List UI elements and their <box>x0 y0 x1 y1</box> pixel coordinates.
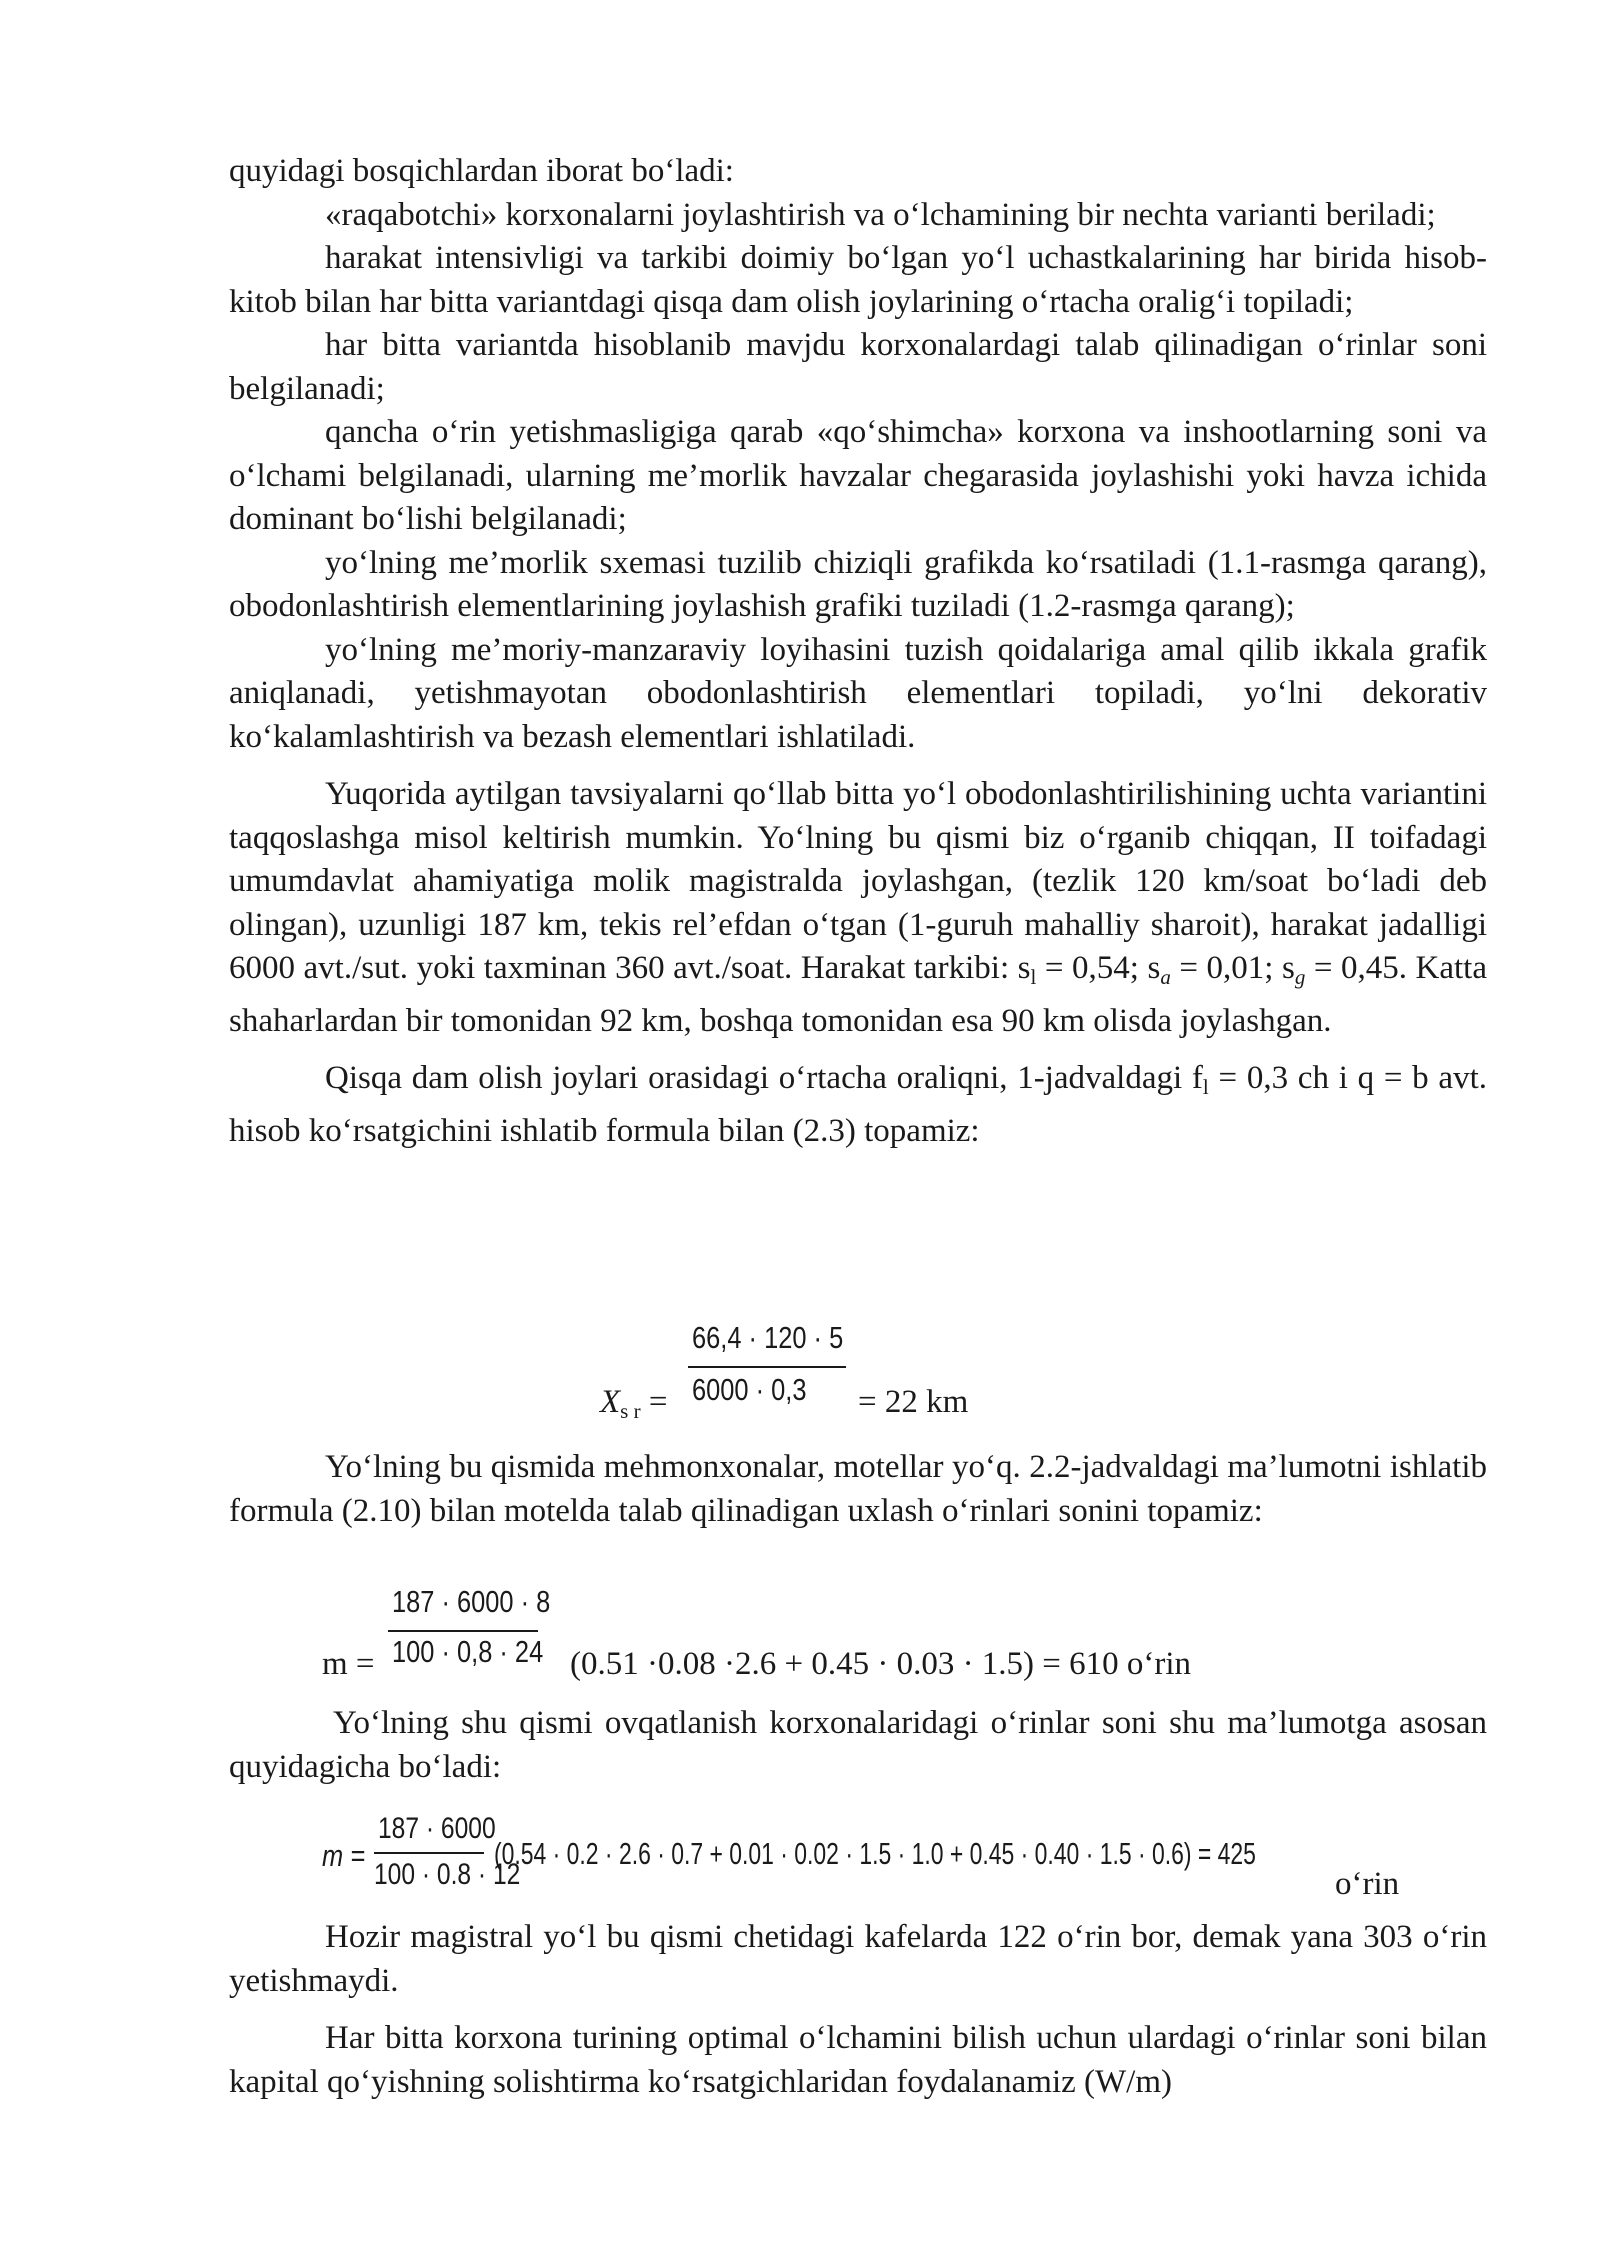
paragraph-text: = 0,45. Katta shaharlardan bir tomonidan 92 km, boshqa tomonidan esa 90 km olisda joylashgan. <box>229 950 1487 1039</box>
paragraph-text: Qisqa dam olish joylari orasidagi o‘rtacha oraliqni, 1-jadvaldagi f <box>325 1060 1203 1096</box>
formula-numerator: 187 · 6000 <box>378 1812 496 1845</box>
paragraph: quyidagi bosqichlardan iborat bo‘ladi: <box>229 153 734 189</box>
paragraph: harakat intensivligi va tarkibi doimiy bo‘lgan yo‘l uchastkalarining har birida hisob-kitob bilan har bitta variantdagi qisqa dam olish joylarining o‘rtacha oralig‘i topiladi; <box>229 240 1487 320</box>
subscript: g <box>1294 965 1306 989</box>
formula-unit: o‘rin <box>1335 1866 1400 1902</box>
formula-bracket: (0.54 · 0.2 · 2.6 · 0.7 + 0.01 · 0.02 · 1.5 · 1.0 + 0.45 · 0.40 · 1.5 · 0.6) = 425 <box>494 1836 1256 1871</box>
formula-numerator: 66,4 · 120 · 5 <box>692 1320 844 1355</box>
formula-denominator: 100 · 0.8 · 12 <box>374 1858 521 1891</box>
formula-xsr <box>600 1320 1020 1430</box>
formula-bracket: (0.51 ·0.08 ·2.6 + 0.45 · 0.03 · 1.5) = 610 o‘rin <box>570 1646 1192 1682</box>
paragraph-text: = 0,3 ch i q = b avt. hisob ko‘rsatgichini ishlatib formula bilan (2.3) topamiz: <box>229 1060 1487 1149</box>
paragraph: yo‘lning me’moriy-manzaraviy loyihasini tuzish qoidalariga amal qilib ikkala grafik aniqlanadi, yetishmayotan obodonlashtirish elementlari topiladi, yo‘lni dekorativ ko‘kalamlashtirish va bezash elementlari ishlatiladi. <box>229 631 1487 755</box>
fraction-bar <box>374 1852 484 1854</box>
paragraph: Hozir magistral yo‘l bu qismi chetidagi kafelarda 122 o‘rin bor, demak yana 303 o‘rin yetishmaydi. <box>229 1919 1487 1999</box>
paragraph: Yo‘lning shu qismi ovqatlanish korxonalaridagi o‘rinlar soni shu ma’lumotga asosan quyidagicha bo‘ladi: <box>229 1705 1487 1785</box>
paragraph: «raqabotchi» korxonalarni joylashtirish va o‘lchamining bir nechta varianti beriladi; <box>325 196 1436 233</box>
formula-symbol: X <box>600 1384 621 1420</box>
formula-denominator: 100 · 0,8 · 24 <box>392 1634 544 1669</box>
formula-denominator: 6000 · 0,3 <box>692 1372 807 1407</box>
formula-result: = 22 km <box>858 1384 969 1420</box>
fraction-bar <box>688 1366 846 1368</box>
paragraph-text: Yuqorida aytilgan tavsiyalarni qo‘llab bitta yo‘l obodonlashtirilishining uchta variantini taqqoslashga misol keltirish mumkin. Yo‘lning bu qismi biz o‘rganib chiqqan, II toifadagi umumdavlat ahamiyatiga molik magistralda joylashgan, (tezlik 120 km/soat bo‘ladi deb olingan), uzunligi 187 km, tekis rel’efdan o‘tgan (1-guruh mahalliy sharoit), harakat jadalligi 6000 avt./sut. yoki taxminan 360 avt./soat. <box>229 776 1487 986</box>
formula-m-food <box>322 1812 1402 1912</box>
body-text <box>229 1916 1487 2104</box>
paragraph-text: Harakat tarkibi: s <box>800 950 1031 986</box>
body-text <box>229 1446 1487 1533</box>
paragraph <box>229 773 1487 1043</box>
paragraph: Yo‘lning bu qismida mehmonxonalar, motellar yo‘q. 2.2-jadvaldagi ma’lumotni ishlatib formula (2.10) bilan motelda talab qilinadigan uxlash o‘rinlari sonini topamiz: <box>229 1449 1487 1529</box>
body-text <box>229 150 1487 1153</box>
formula-m-motel <box>322 1584 1302 1694</box>
subscript: a <box>1160 965 1171 989</box>
paragraph: qancha o‘rin yetishmasligiga qarab «qo‘shimcha» korxona va inshootlarning soni va o‘lchami belgilanadi, ularning me’morlik havzalar chegarasida joylashishi yoki havza ichida dominant bo‘lishi belgilanadi; <box>229 414 1487 537</box>
paragraph-text: = 0,01; s <box>1170 950 1295 986</box>
formula-numerator: 187 · 6000 · 8 <box>392 1584 551 1619</box>
paragraph <box>229 1057 1487 1153</box>
paragraph: Har bitta korxona turining optimal o‘lchamini bilish uchun ulardagi o‘rinlar soni bilan kapital qo‘yishning solishtirma ko‘rsatgichlaridan foydalanamiz (W/m) <box>229 2020 1487 2100</box>
subscript: s r <box>620 1399 641 1423</box>
subscript: l <box>1030 965 1037 989</box>
formula-lhs <box>600 1384 667 1424</box>
formula-lhs: m = <box>322 1838 366 1873</box>
paragraph-text: = 0,54; s <box>1036 950 1161 986</box>
subscript: l <box>1202 1075 1209 1099</box>
formula-lhs: m = <box>322 1646 375 1682</box>
body-text <box>229 1702 1487 1789</box>
paragraph: har bitta variantda hisoblanib mavjdu korxonalardagi talab qilinadigan o‘rinlar soni belgilanadi; <box>229 327 1487 407</box>
paragraph: yo‘lning me’morlik sxemasi tuzilib chiziqli grafikda ko‘rsatiladi (1.1-rasmga qarang), obodonlashtirish elementlarining joylashish grafiki tuziladi (1.2-rasmga qarang); <box>229 544 1487 624</box>
fraction-bar <box>388 1630 538 1632</box>
equals-sign: = <box>640 1384 668 1420</box>
